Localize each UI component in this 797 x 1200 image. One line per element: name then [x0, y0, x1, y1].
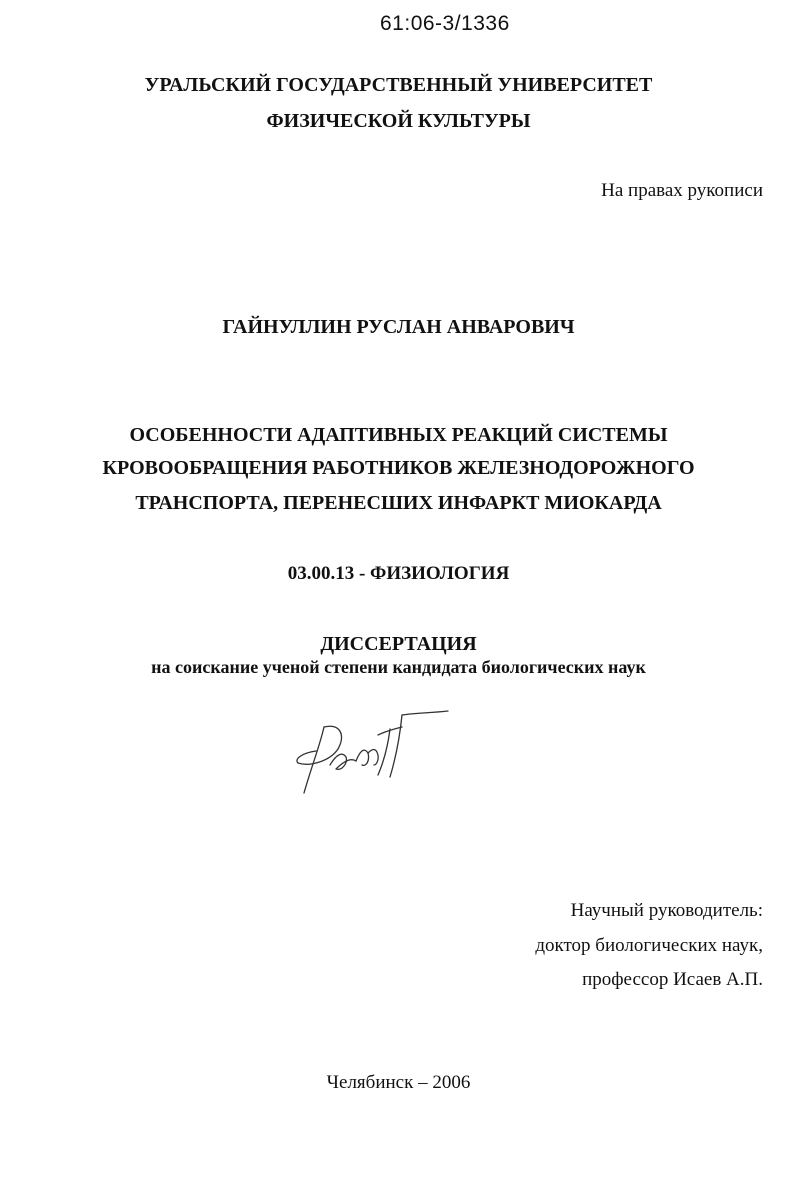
institution-name-line-1: УРАЛЬСКИЙ ГОСУДАРСТВЕННЫЙ УНИВЕРСИТЕТ	[144, 74, 653, 96]
document-code: 61:06-3/1336	[380, 12, 510, 35]
thesis-title-line-2: КРОВООБРАЩЕНИЯ РАБОТНИКОВ ЖЕЛЕЗНОДОРОЖНОГО	[102, 457, 695, 479]
supervisor-name: профессор Исаев А.П.	[582, 969, 763, 990]
thesis-title-line-1: ОСОБЕННОСТИ АДАПТИВНЫХ РЕАКЦИЙ СИСТЕМЫ	[129, 424, 668, 446]
supervisor-degree: доктор биологических наук,	[535, 935, 763, 956]
supervisor-label: Научный руководитель:	[570, 900, 763, 921]
city-year: Челябинск – 2006	[326, 1072, 471, 1093]
dissertation-subtitle: на соискание ученой степени кандидата биологических наук	[151, 657, 646, 677]
institution-name-line-2: ФИЗИЧЕСКОЙ КУЛЬТУРЫ	[266, 110, 531, 132]
rights-note: На правах рукописи	[601, 180, 763, 201]
handwritten-signature	[290, 705, 460, 805]
author-name: ГАЙНУЛЛИН РУСЛАН АНВАРОВИЧ	[222, 316, 575, 338]
specialty-code: 03.00.13 - ФИЗИОЛОГИЯ	[287, 563, 510, 584]
dissertation-type: ДИССЕРТАЦИЯ	[320, 633, 477, 655]
thesis-title-line-3: ТРАНСПОРТА, ПЕРЕНЕСШИХ ИНФАРКТ МИОКАРДА	[135, 492, 662, 514]
